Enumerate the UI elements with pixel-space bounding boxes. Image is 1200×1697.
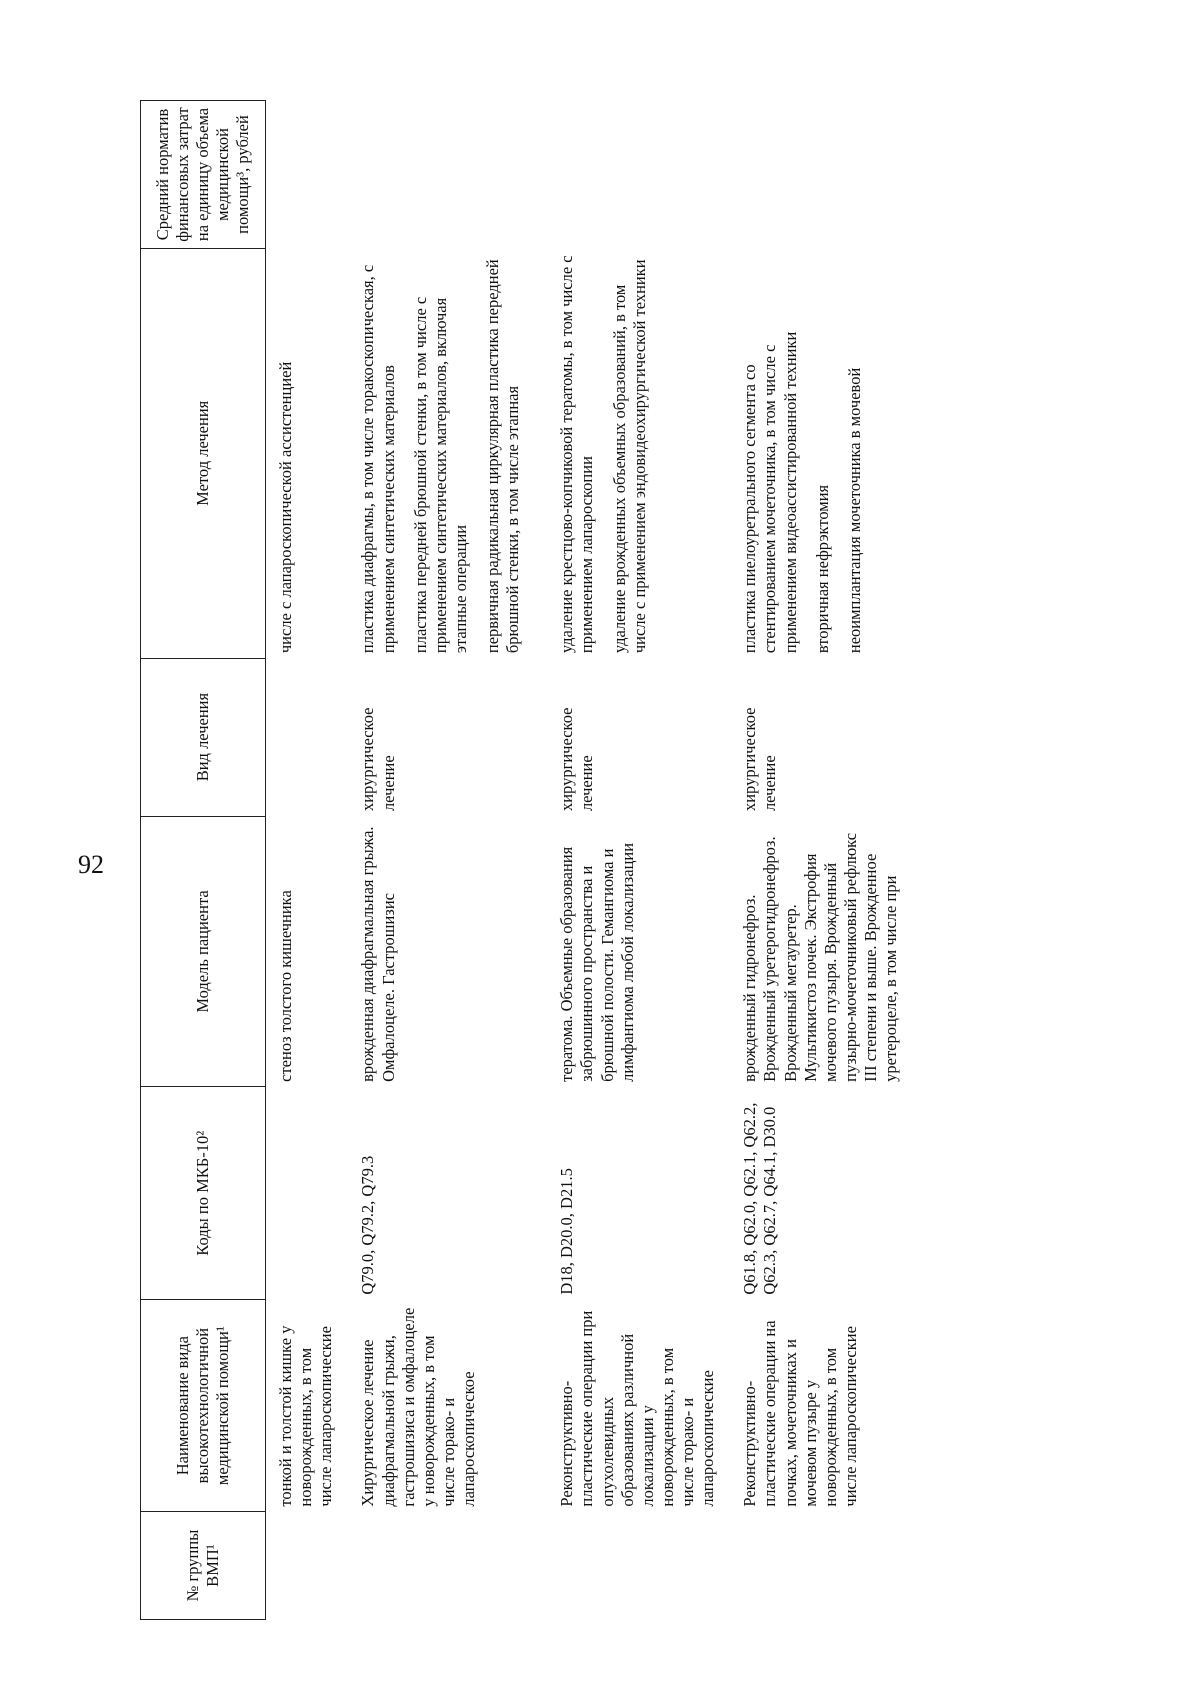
- cell-type: хирургическое лечение: [740, 707, 780, 812]
- cell-type: хирургическое лечение: [358, 707, 398, 812]
- header-patient-model: Модель пациента: [141, 816, 266, 1087]
- vmp-table: [140, 100, 901, 1620]
- method-entry: числе с лапароскопической ассистенцией: [276, 361, 295, 654]
- cell-codes: Q61.8, Q62.0, Q62.1, Q62.2, Q62.3, Q62.7, Q64.1, D30.0: [740, 1102, 780, 1295]
- cell-group: [266, 1512, 337, 1620]
- method-entry: пластика передней брюшной стенки, в том числе с применением синтетических материалов, включая этапные операции: [410, 296, 470, 654]
- cell-methods: [336, 248, 535, 658]
- table-row: [535, 101, 718, 1620]
- cell-name: Хирургическое лечение диафрагмальной грыжи, гастрошизиса и омфалоцеле у новорожденных, в том числе торако- и лапароскопическое: [358, 1307, 478, 1507]
- cell-group: [718, 1512, 901, 1620]
- cell-name: Реконструктивно-пластические операции при опухолевидных образованиях различной локализации у новорожденных, в том числе торако- и лапароскопические: [557, 1310, 718, 1507]
- cell-group: [535, 1512, 718, 1620]
- cell-cost: [336, 101, 535, 249]
- table-row: [336, 101, 535, 1620]
- method-entry: пластика диафрагмы, в том числе торакоскопическая, с применением синтетических материалов: [358, 264, 398, 654]
- header-treatment-type: Вид лечения: [141, 658, 266, 816]
- header-cost-norm: Средний норматив финансовых затрат на единицу объема медицинской помощи³, рублей: [141, 101, 266, 249]
- header-group-number: № группы ВМП¹: [141, 1512, 266, 1620]
- page-number: 92: [78, 850, 104, 879]
- cell-name: Реконструктивно-пластические операции на почках, мочеточниках и мочевом пузыре у новорожденных, в том числе лапароскопические: [740, 1320, 860, 1507]
- method-entry: первичная радикальная циркулярная пластика передней брюшной стенки, в том числе этапная: [483, 259, 523, 654]
- table-row: [266, 101, 337, 1620]
- cell-type: хирургическое лечение: [557, 707, 597, 812]
- cell-model: тератома. Объемные образования забрюшинного пространства и брюшной полости. Гемангиома и лимфангиома любой локализации: [557, 842, 637, 1082]
- method-entry: удаление врожденных объемных образований, в том числе с применением эндовидеохирургической техники: [609, 259, 649, 654]
- rotated-page-content: [140, 100, 1190, 1620]
- header-treatment-method: Метод лечения: [141, 248, 266, 658]
- method-entry: удаление крестцово-копчиковой тератомы, в том числе с применением лапароскопии: [557, 255, 597, 654]
- cell-model: врожденная диафрагмальная грыжа. Омфалоцеле. Гастрошизис: [358, 826, 398, 1082]
- cell-codes: D18, D20.0, D21.5: [557, 1168, 577, 1295]
- table-header: [141, 101, 266, 1620]
- cell-model: врожденный гидронефроз. Врожденный уретерогидронефроз. Врожденный мегауретер. Мультикистоз почек. Экстрофия мочевого пузыря. Врожденный пузырно-мочеточниковый рефлюкс III степени и выше. Врожденное уретероцеле, в том числе при: [740, 832, 901, 1082]
- cell-codes: [266, 1087, 337, 1300]
- cell-model: стеноз толстого кишечника: [276, 890, 295, 1082]
- header-icd-codes: Коды по МКБ-10²: [141, 1087, 266, 1300]
- cell-methods: [718, 248, 901, 658]
- cell-cost: [535, 101, 718, 249]
- cell-type: [266, 658, 337, 816]
- cell-codes: Q79.0, Q79.2, Q79.3: [358, 1155, 378, 1295]
- cell-methods: [535, 248, 718, 658]
- method-entry: неоимплантация мочеточника в мочевой: [844, 367, 864, 654]
- cell-name: тонкой и толстой кишке у новорожденных, в том числе лапароскопические: [276, 1325, 336, 1507]
- cell-cost: [718, 101, 901, 249]
- header-vmp-name: Наименование вида высокотехнологичной медицинской помощи¹: [141, 1300, 266, 1512]
- cell-cost: [266, 101, 337, 249]
- method-entry: пластика пиелоуретрального сегмента со стентированием мочеточника, в том числе с применением видеоассистированной техники: [740, 331, 800, 654]
- cell-group: [336, 1512, 535, 1620]
- method-entry: вторичная нефрэктомия: [812, 484, 832, 654]
- table-row: [718, 101, 901, 1620]
- cell-methods: [266, 248, 337, 658]
